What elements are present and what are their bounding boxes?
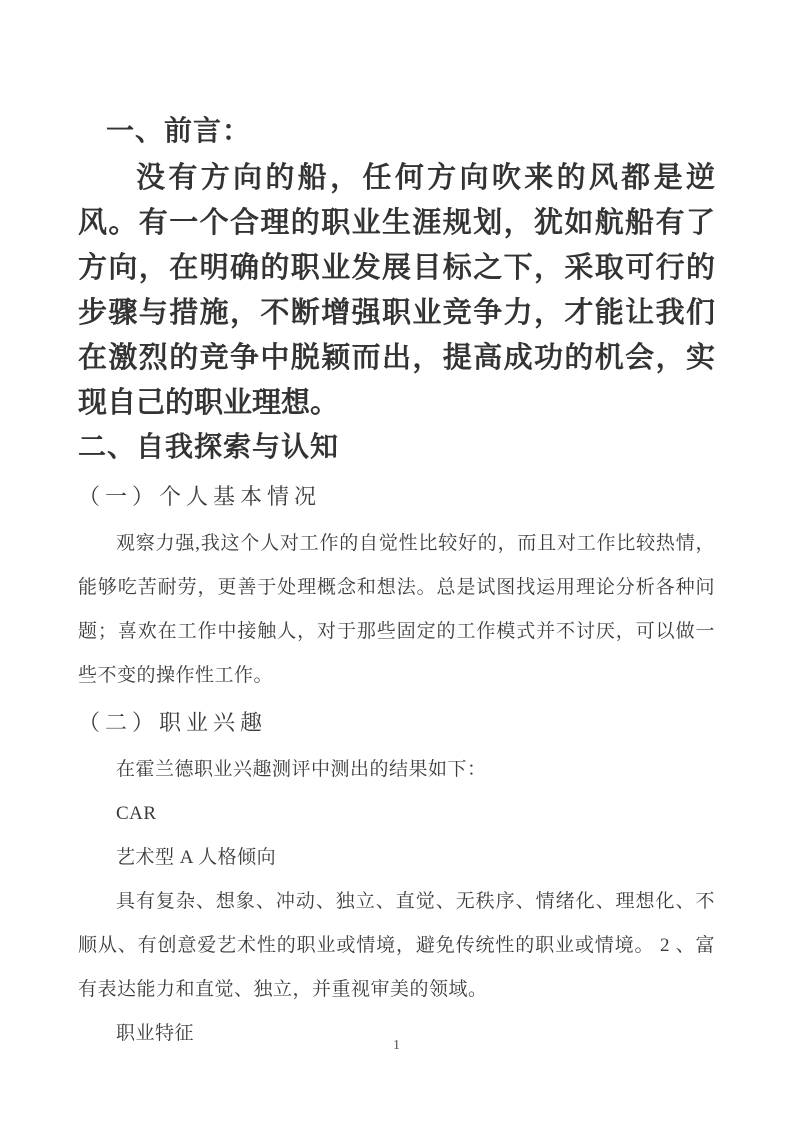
holland-result-block: [78, 748, 715, 1056]
basic-info-heading: （一）个人基本情况: [78, 484, 322, 509]
career-traits-line: 职业特征: [116, 1023, 195, 1044]
artistic-traits-paragraph: 具有复杂、想象、冲动、独立、直觉、无秩序、情绪化、理想化、不顺从、有创意爱艺术性的职业或情境，避免传统性的职业或情境。 2 、富有表达能力和直觉、独立，并重视审美的领域。: [78, 891, 715, 1000]
artistic-type-line: 艺术型 A 人格倾向: [116, 847, 277, 868]
basic-info-paragraph: 观察力强,我这个人对工作的自觉性比较好的，而且对工作比较热情，能够吃苦耐劳，更善于处理概念和想法。总是试图找运用理论分析各种问题；喜欢在工作中接触人，对于那些固定的工作模式并不讨厌，可以做一些不变的操作性工作。: [78, 533, 715, 686]
preface-heading: 一、前言：: [106, 115, 252, 146]
page-number: 1: [393, 1038, 400, 1053]
career-interest-heading: （二）职业兴趣: [78, 710, 268, 735]
holland-code-line: CAR: [116, 803, 157, 824]
preface-paragraph: 没有方向的船，任何方向吹来的风都是逆风。有一个合理的职业生涯规划，犹如航船有了方向，在明确的职业发展目标之下，采取可行的步骤与措施，不断增强职业竞争力，才能让我们在激烈的竞争中脱颖而出，提高成功的机会，实现自己的职业理想。: [78, 162, 715, 419]
page-footer: [0, 1036, 793, 1054]
holland-result-line: 在霍兰德职业兴趣测评中测出的结果如下：: [116, 759, 487, 780]
self-exploration-heading: 二、自我探索与认知: [78, 431, 340, 462]
